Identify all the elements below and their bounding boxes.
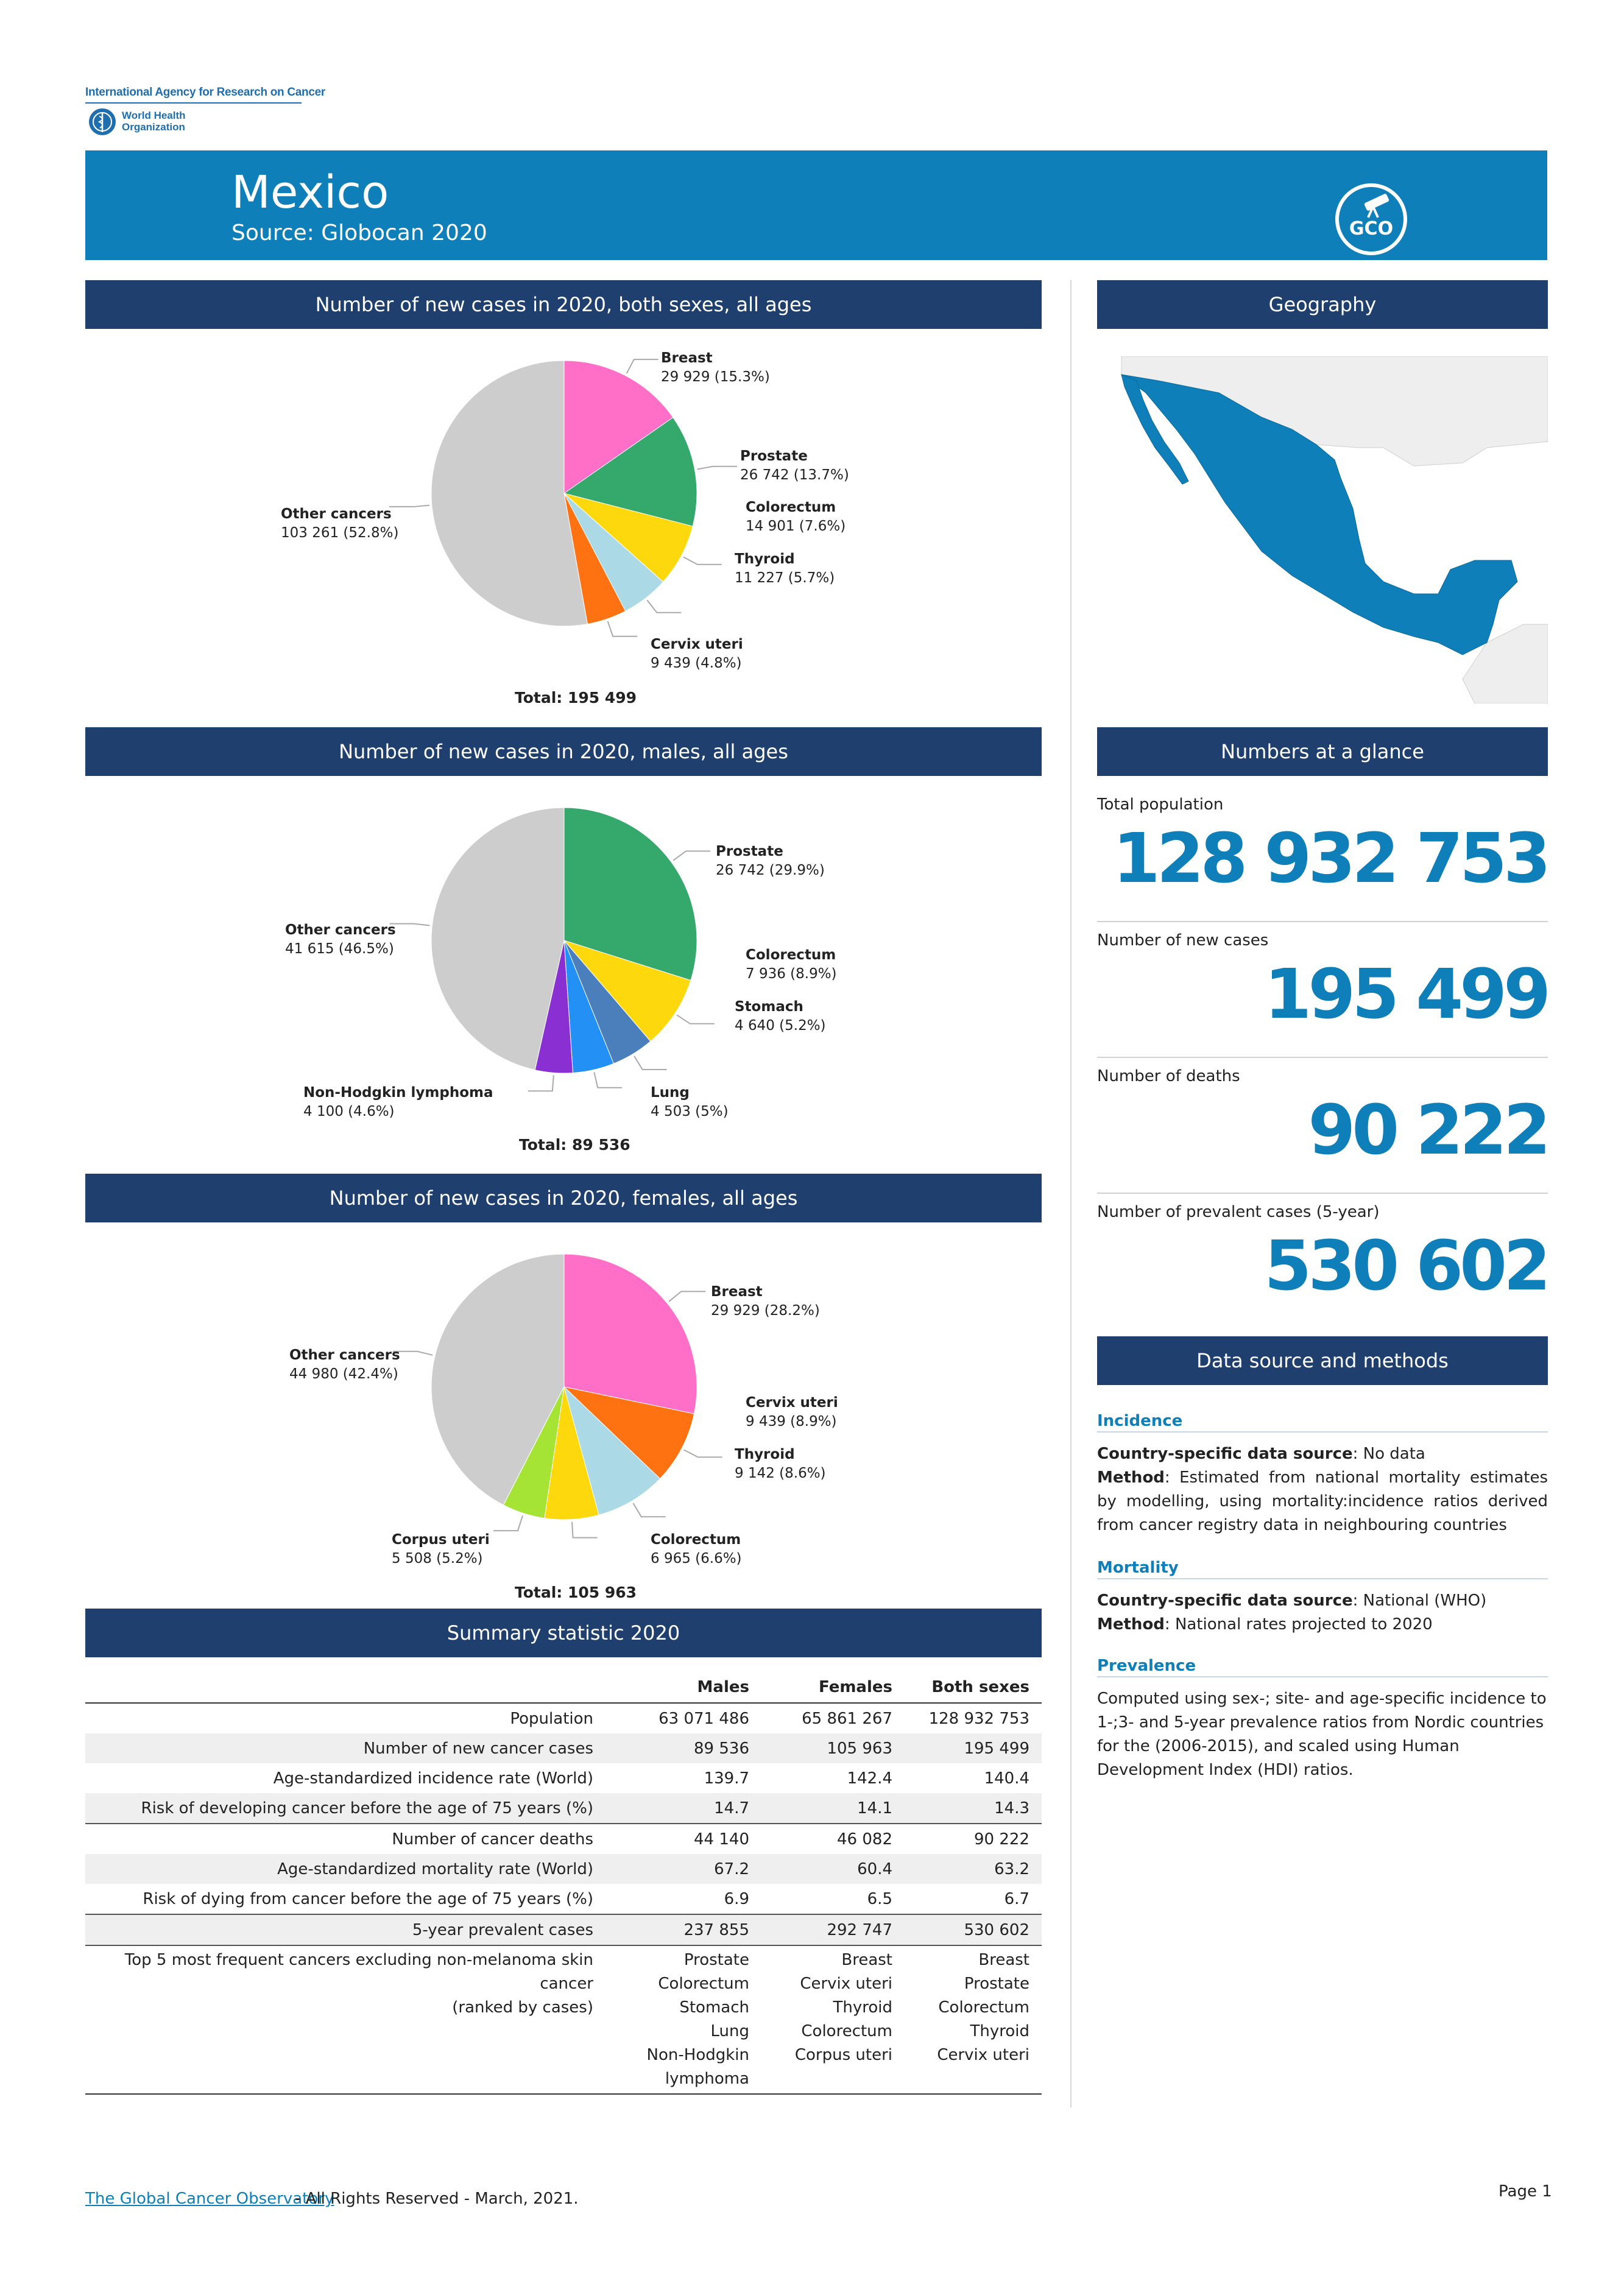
table-row-label: 5-year prevalent cases	[85, 1914, 615, 1945]
pie-label	[303, 1084, 493, 1121]
who-emblem-icon	[87, 107, 118, 137]
table-row	[85, 1854, 1042, 1884]
pie-label-name: Colorectum	[651, 1532, 741, 1548]
table-row	[85, 1763, 1042, 1793]
section-bar-data-source: Data source and methods	[1097, 1336, 1548, 1385]
country-title: Mexico	[231, 166, 389, 219]
pie-leader-line	[673, 851, 710, 860]
table-cell: 6.7	[1004, 1889, 1029, 1908]
glance-prevalent-value: 530 602	[1264, 1227, 1547, 1306]
pie-leader-line	[647, 600, 681, 613]
incidence-heading: Incidence	[1097, 1412, 1548, 1433]
iarc-divider	[85, 102, 302, 104]
pie-total: Total: 195 499	[515, 689, 637, 707]
pie-label-name: Prostate	[716, 844, 783, 859]
pie-label-name: Other cancers	[285, 922, 396, 938]
table-header: Both sexes	[905, 1672, 1042, 1703]
pie-label-value: 4 640 (5.2%)	[735, 1018, 826, 1034]
pie-label	[746, 1394, 838, 1431]
table-cell	[905, 1945, 1042, 2094]
pie-chart-males	[0, 776, 1066, 1172]
pie-total: Total: 105 963	[515, 1584, 637, 1601]
pie-leader-line	[697, 467, 737, 470]
pie-label-value: 4 100 (4.6%)	[303, 1104, 395, 1119]
pie-label	[716, 842, 825, 880]
pie-leader-line	[684, 1450, 722, 1457]
top5-item: lymphoma	[665, 2070, 749, 2088]
table-cell: 128 932 753	[928, 1709, 1029, 1728]
footer-rights: - All Rights Reserved - March, 2021.	[295, 2190, 579, 2208]
pie-leader-line	[634, 1056, 666, 1070]
glance-divider	[1097, 921, 1548, 922]
pie-label-name: Lung	[651, 1085, 690, 1101]
table-cell: 14.7	[615, 1793, 761, 1824]
table-header	[85, 1672, 615, 1703]
glance-deaths-label: Number of deaths	[1097, 1067, 1240, 1085]
table-cell: 44 140	[615, 1824, 761, 1854]
table-cell: 46 082	[761, 1824, 905, 1854]
top5-label-line1: Top 5 most frequent cancers excluding non-melanoma skin cancer	[124, 1951, 593, 1993]
summary-table	[85, 1672, 1042, 2095]
table-row	[85, 1824, 1042, 1854]
glance-deaths-value: 90 222	[1308, 1091, 1547, 1170]
pie-leader-line	[633, 1503, 665, 1517]
table-row	[85, 1733, 1042, 1763]
incidence-source-label: Country-specific data source	[1097, 1445, 1353, 1463]
pie-label	[285, 921, 396, 959]
pie-label-value: 11 227 (5.7%)	[735, 570, 835, 586]
top5-item: Breast	[978, 1951, 1029, 1969]
geography-map	[1097, 356, 1548, 703]
table-row	[85, 1793, 1042, 1824]
pie-label-name: Other cancers	[289, 1347, 400, 1363]
pie-label-name: Thyroid	[735, 1447, 795, 1462]
pie-label	[735, 1445, 826, 1483]
top5-item: Thyroid	[970, 2022, 1029, 2040]
pie-label-name: Non-Hodgkin lymphoma	[303, 1085, 493, 1101]
pie-label	[651, 1531, 742, 1568]
table-cell: 60.4	[761, 1854, 905, 1884]
gco-logo-text: GCO	[1349, 218, 1394, 239]
glance-new-cases-label: Number of new cases	[1097, 931, 1269, 950]
pie-leader-line	[608, 621, 637, 636]
table-cell: 6.5	[867, 1889, 892, 1908]
pie-label-name: Cervix uteri	[746, 1395, 838, 1411]
page-number: Page 1	[1499, 2182, 1552, 2201]
table-cell: 65 861 267	[802, 1709, 892, 1728]
pie-label-value: 4 503 (5%)	[651, 1104, 729, 1119]
who-name-line1: World Health	[122, 110, 186, 121]
table-cell: 6.9	[724, 1889, 749, 1908]
pie-label	[651, 635, 743, 673]
glance-population-label: Total population	[1097, 795, 1224, 814]
iarc-name: International Agency for Research on Cancer	[85, 86, 325, 99]
pie-label-name: Corpus uteri	[392, 1532, 490, 1548]
pie-label	[281, 505, 398, 543]
pie-leader-line	[493, 1515, 523, 1531]
table-row-label: Number of new cancer cases	[85, 1733, 615, 1763]
table-cell	[761, 1945, 905, 2094]
pie-label-value: 5 508 (5.2%)	[392, 1551, 483, 1567]
pie-leader-line	[669, 1291, 705, 1301]
pie-leader-line	[677, 1015, 715, 1023]
pie-label	[392, 1531, 490, 1568]
prevalence-text: Computed using sex-; site- and age-specific incidence to 1-;3- and 5-year prevalence ratios from Nordic countries for the (2006-2015), and scaled using Human Development Index (HDI) ratios.	[1097, 1690, 1547, 1779]
top5-item: Colorectum	[938, 1998, 1029, 2017]
pie-leader-line	[594, 1072, 622, 1087]
table-row-top5	[85, 1945, 1042, 2094]
pie-label	[735, 550, 835, 588]
table-cell: 67.2	[615, 1854, 761, 1884]
pie-leader-line	[528, 1075, 554, 1091]
top5-item: Colorectum	[801, 2022, 892, 2040]
mortality-method-value: : National rates projected to 2020	[1164, 1615, 1433, 1634]
glance-divider	[1097, 1057, 1548, 1058]
who-name	[122, 110, 186, 133]
mortality-text	[1097, 1589, 1548, 1637]
table-header-row	[85, 1672, 1042, 1703]
pie-label	[746, 946, 837, 984]
pie-label	[740, 447, 849, 485]
table-cell: 142.4	[847, 1769, 892, 1788]
pie-label-name: Colorectum	[746, 947, 836, 963]
table-cell: 237 855	[615, 1914, 761, 1945]
pie-label-name: Other cancers	[281, 506, 392, 522]
mortality-source-value: : National (WHO)	[1352, 1592, 1487, 1610]
pie-label	[735, 998, 826, 1035]
pie-label-name: Breast	[711, 1284, 763, 1300]
pie-label	[651, 1084, 729, 1121]
table-cell: 139.7	[704, 1769, 749, 1788]
pie-label-name: Stomach	[735, 999, 803, 1015]
mortality-source-label: Country-specific data source	[1097, 1592, 1353, 1610]
table-row	[85, 1914, 1042, 1945]
table-row-label: Age-standardized incidence rate (World)	[273, 1769, 593, 1788]
incidence-text	[1097, 1442, 1548, 1537]
gco-logo-icon	[1333, 181, 1410, 258]
section-bar-geography: Geography	[1097, 280, 1548, 329]
section-bar-both-sexes: Number of new cases in 2020, both sexes, all ages	[85, 280, 1042, 329]
pie-label-name: Thyroid	[735, 551, 795, 567]
incidence-method-label: Method	[1097, 1468, 1165, 1487]
pie-label-value: 14 901 (7.6%)	[746, 518, 846, 534]
pie-label-value: 26 742 (13.7%)	[740, 467, 849, 483]
top5-item: Cervix uteri	[800, 1975, 892, 1993]
table-row-label	[85, 1945, 615, 2094]
top5-item: Corpus uteri	[794, 2046, 892, 2064]
table-header: Females	[761, 1672, 905, 1703]
source-subtitle: Source: Globocan 2020	[231, 220, 487, 245]
pie-label-value: 6 965 (6.6%)	[651, 1551, 742, 1567]
section-bar-males: Number of new cases in 2020, males, all ages	[85, 727, 1042, 776]
table-cell: 530 602	[905, 1914, 1042, 1945]
table-cell: 14.1	[761, 1793, 905, 1824]
top5-item: Prostate	[683, 1951, 749, 1969]
top5-item: Lung	[710, 2022, 749, 2040]
pie-label	[711, 1283, 820, 1320]
table-cell	[615, 1945, 761, 2094]
table-cell: 90 222	[905, 1824, 1042, 1854]
pie-total: Total: 89 536	[519, 1136, 630, 1154]
top5-item: Cervix uteri	[937, 2046, 1029, 2064]
top5-item: Breast	[841, 1951, 892, 1969]
pie-slice-other-cancers	[431, 361, 587, 626]
pie-label-value: 103 261 (52.8%)	[281, 525, 399, 541]
mortality-method-label: Method	[1097, 1615, 1165, 1634]
pie-label-name: Colorectum	[746, 499, 836, 515]
table-row-label: Age-standardized mortality rate (World)	[85, 1854, 615, 1884]
table-cell: 14.3	[905, 1793, 1042, 1824]
table-cell: 105 963	[761, 1733, 905, 1763]
mortality-heading: Mortality	[1097, 1559, 1548, 1579]
incidence-method-value: : Estimated from national mortality estimates by modelling, using mortality:incidence ratios derived from cancer registry data in neighbouring countries	[1097, 1468, 1548, 1534]
pie-label-value: 9 439 (4.8%)	[651, 655, 742, 671]
pie-leader-line	[627, 359, 658, 373]
who-name-line2: Organization	[122, 121, 185, 133]
pie-label-value: 7 936 (8.9%)	[746, 966, 837, 982]
column-divider	[1070, 280, 1071, 2107]
top5-item: Stomach	[679, 1998, 749, 2017]
pie-label-value: 41 615 (46.5%)	[285, 941, 394, 957]
pie-label-value: 29 929 (15.3%)	[661, 369, 770, 385]
glance-new-cases-value: 195 499	[1264, 955, 1547, 1034]
incidence-source-value: : No data	[1352, 1445, 1425, 1463]
section-bar-females: Number of new cases in 2020, females, all ages	[85, 1174, 1042, 1222]
table-row-label: Risk of developing cancer before the age of 75 years (%)	[85, 1793, 615, 1824]
table-cell: 63.2	[905, 1854, 1042, 1884]
prevalence-heading: Prevalence	[1097, 1657, 1548, 1677]
pie-chart-both-sexes	[0, 329, 1066, 725]
pie-label	[746, 498, 846, 536]
table-row	[85, 1703, 1042, 1733]
pie-label-value: 44 980 (42.4%)	[289, 1366, 398, 1382]
table-cell: 89 536	[615, 1733, 761, 1763]
pie-chart-females	[0, 1222, 1066, 1618]
table-header: Males	[615, 1672, 761, 1703]
table-row-label: Risk of dying from cancer before the age of 75 years (%)	[143, 1889, 593, 1908]
top5-item: Thyroid	[833, 1998, 892, 2017]
table-row-label: Population	[510, 1709, 593, 1728]
table-cell: 292 747	[761, 1914, 905, 1945]
section-bar-glance: Numbers at a glance	[1097, 727, 1548, 776]
pie-label	[289, 1346, 400, 1384]
pie-leader-line	[572, 1522, 598, 1538]
pie-label-value: 9 142 (8.6%)	[735, 1465, 826, 1481]
table-row-label: Number of cancer deaths	[85, 1824, 615, 1854]
pie-label-value: 9 439 (8.9%)	[746, 1414, 837, 1430]
pie-label-name: Cervix uteri	[651, 636, 743, 652]
table-cell: 195 499	[905, 1733, 1042, 1763]
section-bar-summary: Summary statistic 2020	[85, 1609, 1042, 1657]
table-cell: 63 071 486	[658, 1709, 749, 1728]
title-banner	[85, 150, 1547, 260]
pie-slice-breast	[564, 1254, 697, 1414]
top5-item: Non-Hodgkin	[646, 2046, 749, 2064]
top5-item: Colorectum	[658, 1975, 749, 1993]
glance-prevalent-label: Number of prevalent cases (5-year)	[1097, 1203, 1380, 1221]
glance-divider	[1097, 1193, 1548, 1194]
pie-leader-line	[683, 557, 722, 564]
top5-item: Prostate	[964, 1975, 1029, 1993]
pie-label-name: Breast	[661, 350, 713, 366]
pie-label-value: 29 929 (28.2%)	[711, 1303, 820, 1319]
table-cell: 140.4	[984, 1769, 1029, 1788]
gco-footer-link[interactable]: The Global Cancer Observatory	[85, 2190, 334, 2208]
glance-population-value: 128 932 753	[1112, 819, 1547, 898]
pie-label-name: Prostate	[740, 448, 808, 464]
table-row	[85, 1884, 1042, 1914]
pie-label-value: 26 742 (29.9%)	[716, 862, 825, 878]
top5-label-line2: (ranked by cases)	[452, 1998, 593, 2017]
pie-label	[661, 349, 770, 387]
